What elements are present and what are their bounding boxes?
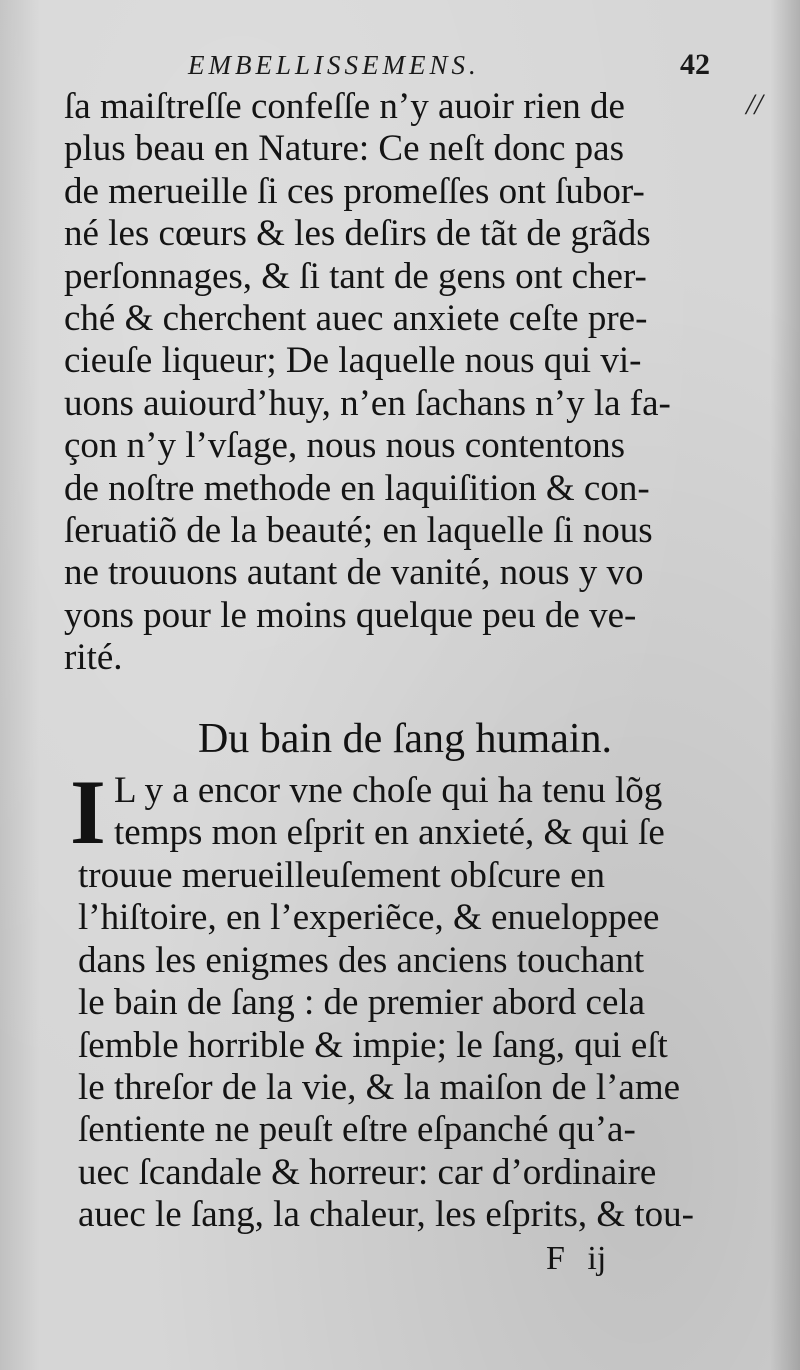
section-heading-text: Du bain de ſang humain. [197,716,613,762]
section-heading [0,714,800,764]
running-head: EMBELLISSEMENS. [188,50,480,80]
text-line: dans les enigmes des anciens touchant [78,939,645,981]
text-line: plus beau en Nature: Ce neſt donc pas [64,128,624,170]
paragraph-1 [64,86,754,679]
text-line: ſeruatiõ de la beauté; en laquelle ſi nous [64,509,653,551]
text-line: ché & cherchent auec anxiete ceſte pre- [64,297,648,339]
text-line: temps mon eſprit en anxieté, & qui ſe [114,812,665,854]
text-line: uons auiourd’huy, n’en ſachans n’y la fa- [64,382,671,424]
text-line: çon n’y l’vſage, nous nous contentons [64,425,626,467]
text-line: le bain de ſang : de premier abord cela [78,982,646,1024]
text-line: yons pour le moins quelque peu de ve- [64,594,637,636]
text-line: ſemble horrible & impie; le ſang, qui eſt [78,1024,668,1066]
text-line: l’hiſtoire, en l’experiẽce, & enueloppee [78,897,660,939]
text-line: né les cœurs & les deſirs de tãt de grãds [64,213,651,255]
text-line: ſa maiſtreſſe confeſſe n’y auoir rien de [64,86,625,127]
text-line: ne trouuons autant de vanité, nous y vo [64,552,644,594]
text-line: cieuſe liqueur; De laquelle nous qui vi- [64,340,642,382]
text-line: rité. [64,637,123,679]
signature-mark: F ij [546,1240,607,1277]
text-line: le threſor de la vie, & la maiſon de l’ame [78,1066,681,1108]
page-number: 42 [680,48,710,81]
text-line: L y a encor vne choſe qui ha tenu lõg [114,770,663,811]
drop-cap: I [70,761,106,863]
text-line: de merueille ſi ces promeſſes ont ſubor- [64,170,645,212]
text-line: de noſtre methode en laquiſition & con- [64,467,650,509]
paragraph-2 [78,855,758,1237]
text-line: trouue merueilleuſement obſcure en [78,855,606,896]
paragraph-2-indented [114,770,754,855]
margin-mark: // [746,88,763,121]
text-line: auec le ſang, la chaleur, les eſprits, & tou- [78,1194,694,1236]
text-line: perſonnages, & ſi tant de gens ont cher- [64,255,647,297]
text-line: uec ſcandale & horreur: car d’ordinaire [78,1151,657,1193]
text-line: ſentiente ne peuſt eſtre eſpanché qu’a- [78,1109,636,1151]
